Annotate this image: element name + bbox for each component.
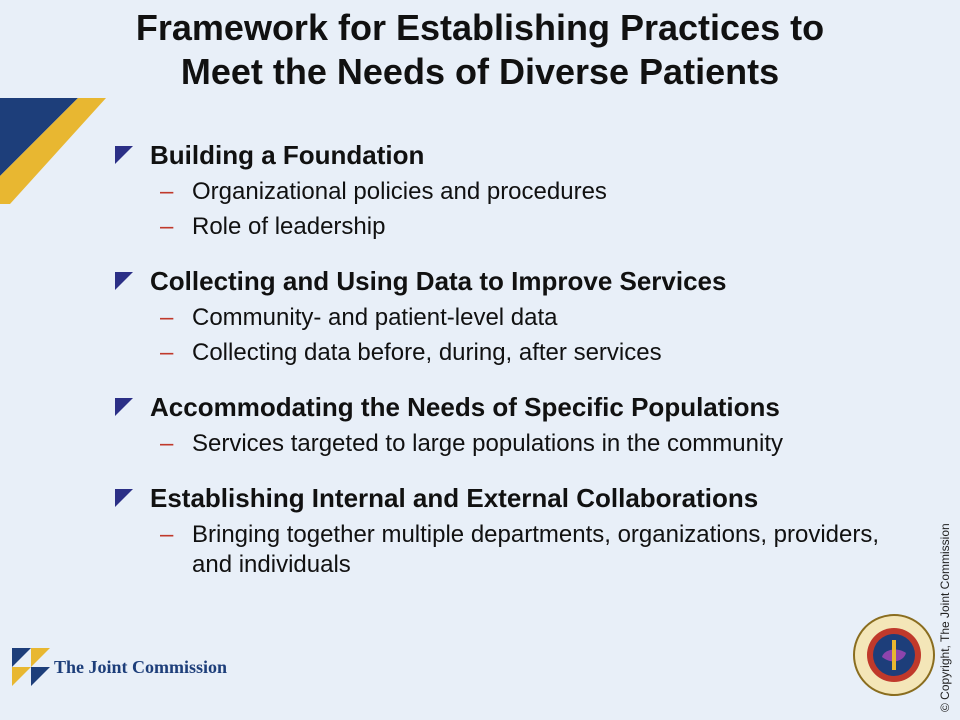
sub-item [115, 429, 935, 459]
sub-item [115, 338, 935, 368]
sub-item-text: Organizational policies and procedures [192, 178, 607, 205]
dash-bullet: – [160, 430, 174, 457]
dash-bullet: – [160, 213, 174, 240]
sub-item-text: Collecting data before, during, after services [192, 339, 662, 366]
dash-bullet: – [160, 304, 174, 331]
sub-item [115, 520, 935, 580]
section-heading: Accommodating the Needs of Specific Populations [150, 392, 780, 422]
joint-commission-logo-text: The Joint Commission [54, 656, 228, 677]
sub-item-text: Services targeted to large populations in the community [192, 430, 783, 457]
dash-bullet: – [160, 339, 174, 366]
section-heading: Building a Foundation [150, 140, 425, 170]
dash-bullet: – [160, 521, 174, 548]
sub-item-text: Community- and patient-level data [192, 304, 558, 331]
slide-title [0, 6, 960, 94]
sub-item [115, 303, 935, 333]
sub-item [115, 177, 935, 207]
section-collecting-data [115, 264, 935, 368]
section-heading: Collecting and Using Data to Improve Services [150, 266, 727, 296]
bullet-list [115, 138, 935, 602]
copyright-text: © Copyright, The Joint Commission [938, 523, 952, 712]
section-heading: Establishing Internal and External Collaborations [150, 483, 759, 513]
slide-title-line-2: Meet the Needs of Diverse Patients [180, 51, 780, 92]
joint-commission-logo-icon [12, 648, 50, 686]
sub-item [115, 212, 935, 242]
triangle-bullet-icon [115, 272, 133, 290]
section-accommodating-needs [115, 390, 935, 459]
joint-commission-logo [12, 648, 227, 686]
corner-decoration [0, 98, 110, 204]
dash-bullet: – [160, 178, 174, 205]
slide-title-line-1: Framework for Establishing Practices to [135, 7, 825, 48]
sub-item-text: Bringing together multiple departments, organizations, providers, and individuals [192, 521, 880, 578]
triangle-bullet-icon [115, 489, 133, 507]
sub-item-text: Role of leadership [192, 213, 386, 240]
section-collaborations [115, 481, 935, 580]
triangle-bullet-icon [115, 398, 133, 416]
triangle-bullet-icon [115, 146, 133, 164]
section-building-foundation [115, 138, 935, 242]
hospitals-language-culture-seal [852, 613, 936, 697]
